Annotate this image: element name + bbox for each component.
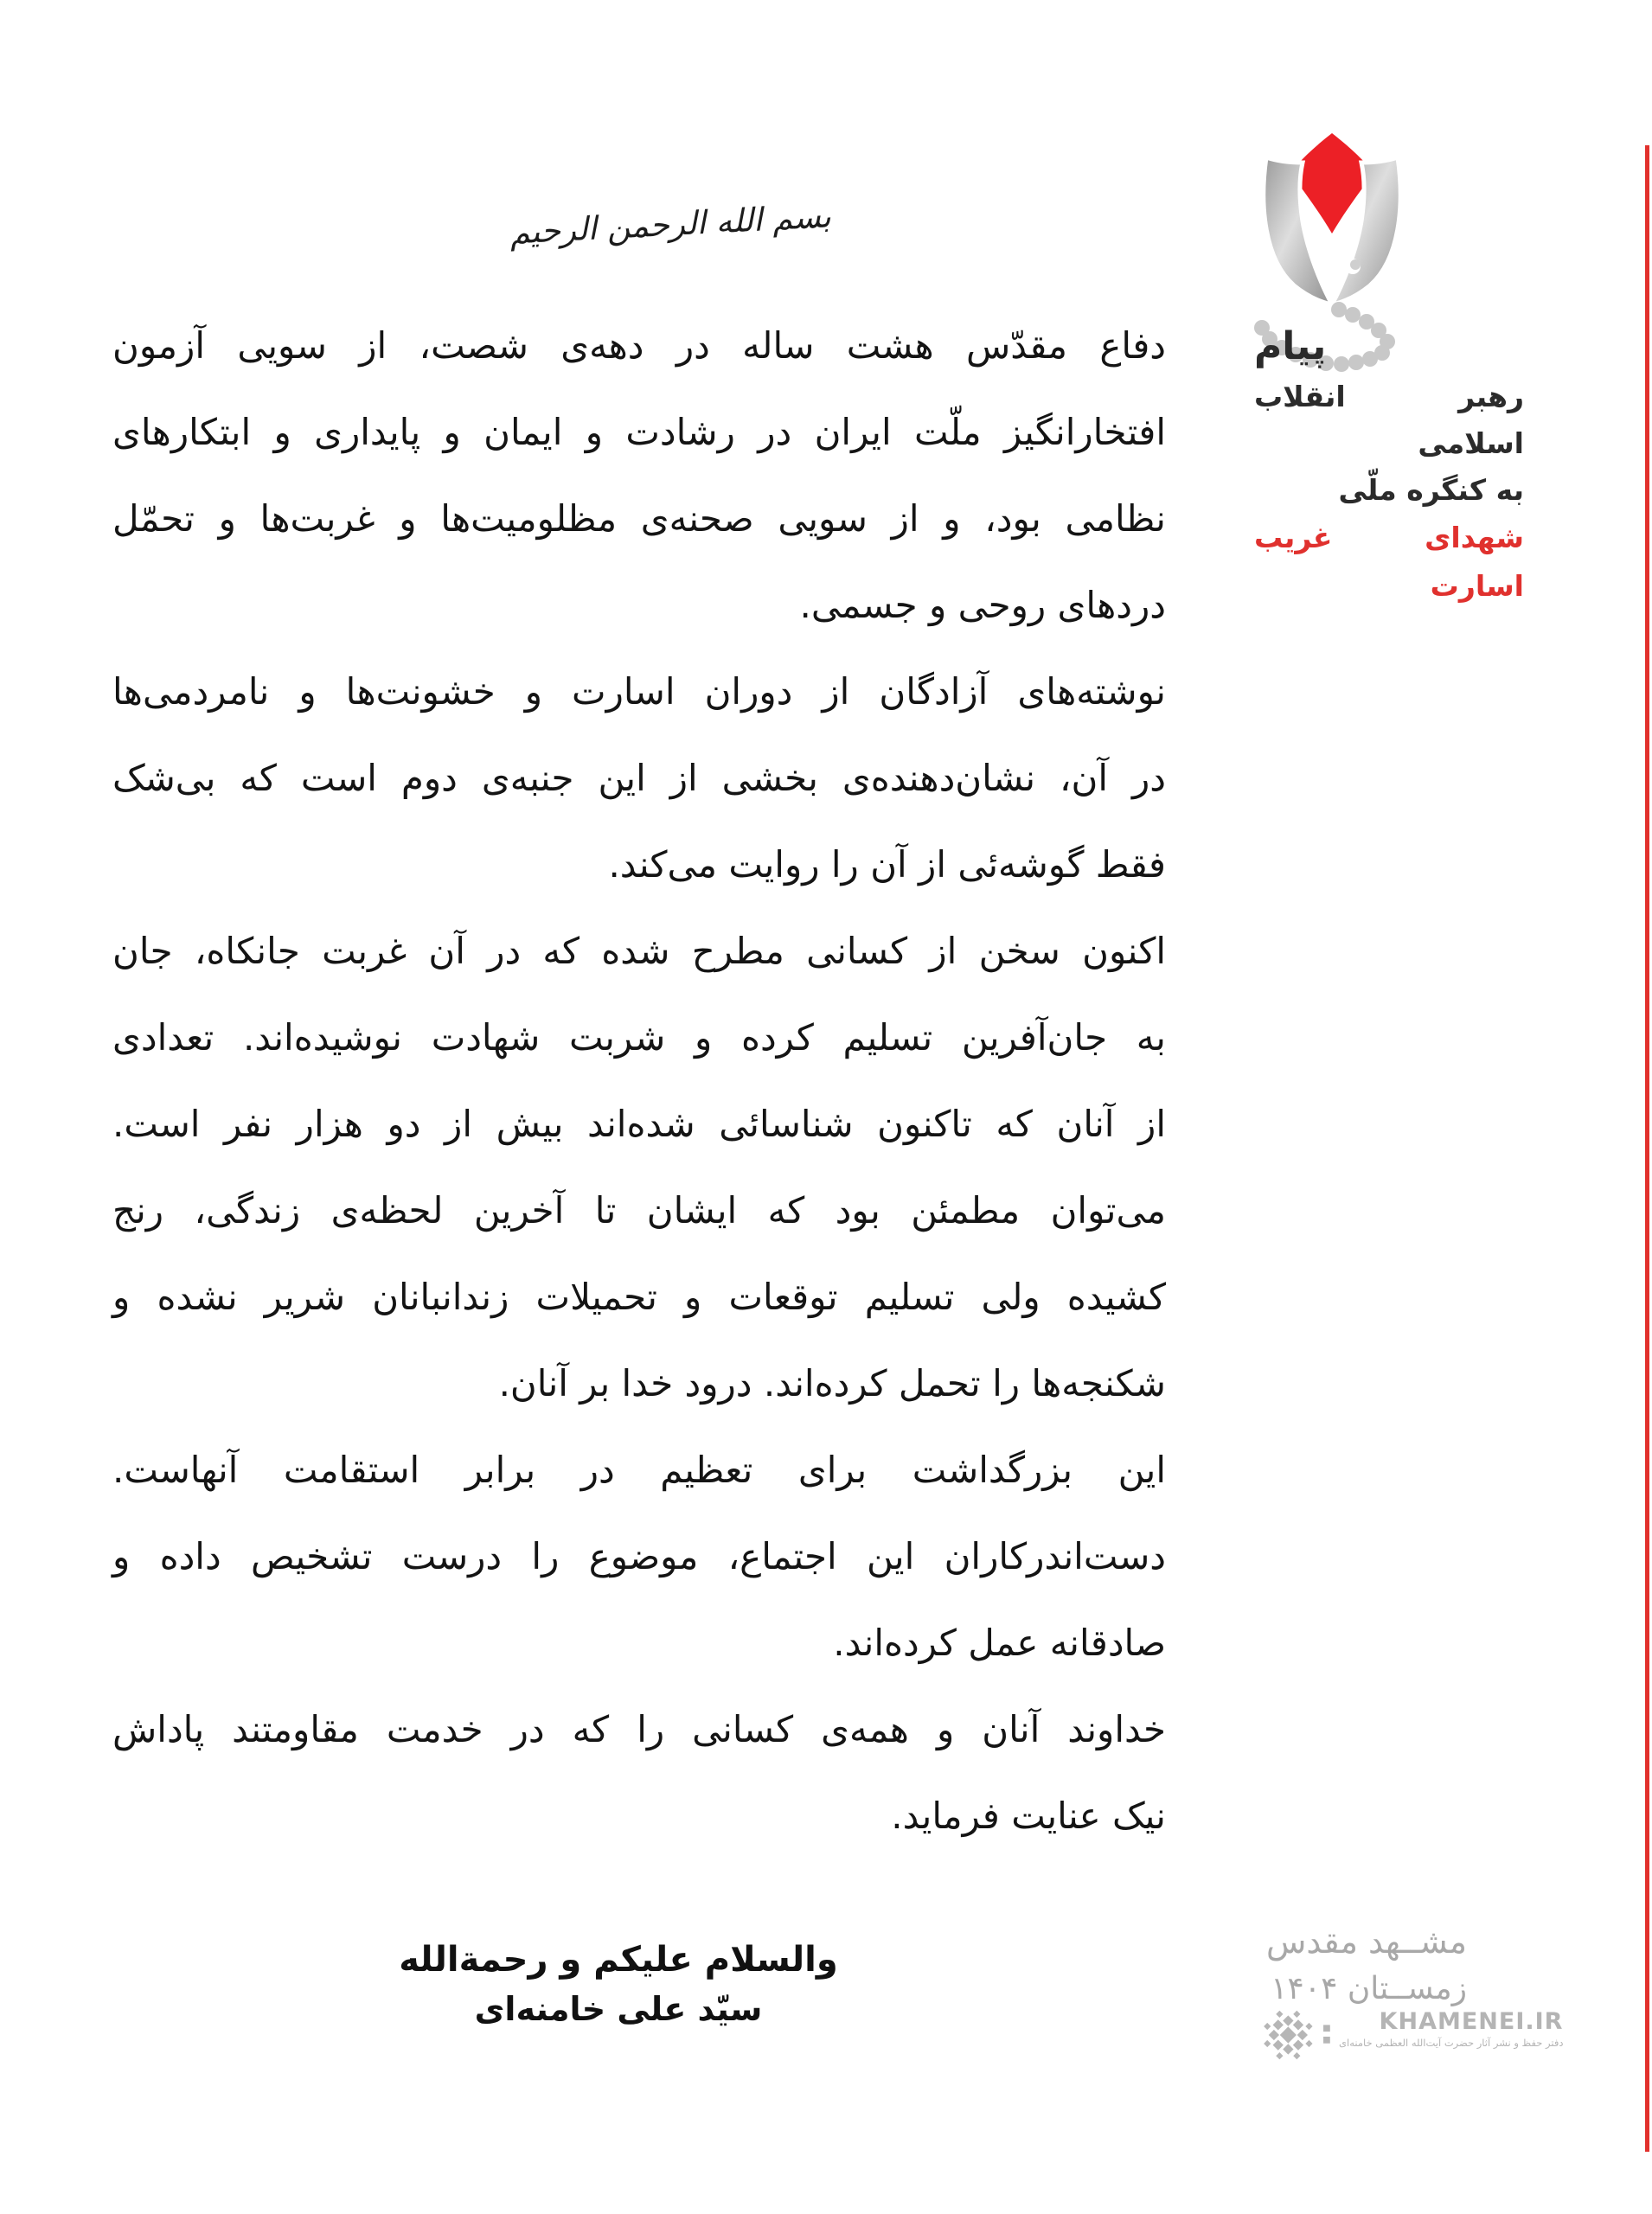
body-line: افتخارانگیز ملّت ایران در رشادت و ایمان و پایداری و ابتکارهای <box>112 411 1166 453</box>
body-line: این بزرگداشت برای تعظیم در برابر استقامت آنهاست. <box>112 1449 1166 1491</box>
crescent-icon <box>1345 259 1361 274</box>
brand-text-column <box>1339 2008 1563 2049</box>
body-line: خداوند آنان و همه‌ی کسانی را که در خدمت مقاومتند پاداش <box>112 1708 1166 1750</box>
body-line: کشیده ولی تسلیم توقعات و تحمیلات زندانبانان شریر نشده و <box>112 1276 1166 1318</box>
masthead-title: پیام <box>1254 324 1327 368</box>
body-line: در آن، نشان‌دهنده‌ی بخشی از این جنبه‌ی دوم است که بی‌شک <box>112 757 1166 799</box>
footer-place: مشــهد مقدس <box>1266 1923 1467 1961</box>
body-line: می‌توان مطمئن بود که ایشان تا آخرین لحظه‌ی زندگی، رنج <box>112 1189 1166 1232</box>
body-line: صادقانه عمل کرده‌اند. <box>833 1622 1166 1664</box>
masthead-line-congress: به کنگره ملّی <box>1338 473 1524 507</box>
signature-salutation: والسلام علیکم و رحمةالله <box>399 1940 838 1980</box>
body-line: نظامی بود، و از سویی صحنه‌ی مظلومیت‌ها و غربت‌ها و تحمّل <box>112 497 1166 540</box>
signature-name: سیّد علی خامنه‌ای <box>474 1990 763 2028</box>
body-line: دفاع مقدّس هشت ساله در دهه‌ی شصت، از سویی آزمون <box>112 324 1166 367</box>
body-line: به جان‌آفرین تسلیم کرده و شربت شهادت نوشیده‌اند. تعدادی <box>112 1016 1166 1059</box>
body-line: نوشته‌های آزادگان از دوران اسارت و خشونت‌ها و نامردمی‌ها <box>112 670 1166 713</box>
body-line: نیک عنایت فرماید. <box>891 1795 1166 1837</box>
body-line: شکنجه‌ها را تحمل کرده‌اند. درود خدا بر آنان. <box>498 1362 1166 1405</box>
letter-body <box>112 303 1166 1859</box>
brand-wordmark: KHAMENEI.IR <box>1379 2008 1564 2035</box>
body-line: فقط گوشه‌ئی از آن را روایت می‌کند. <box>608 843 1166 886</box>
khamenei-ir-logo-icon <box>1261 2008 1334 2062</box>
khamenei-ir-brand <box>1261 2008 1563 2062</box>
body-line: از آنان که تاکنون شناسائی شده‌اند بیش از دو هزار نفر است. <box>112 1103 1166 1145</box>
body-line: دست‌اندرکاران این اجتماع، موضوع را درست تشخیص داده و <box>112 1535 1166 1577</box>
body-line: اکنون سخن از کسانی مطرح شده که در آن غربت جانکاه، جان <box>112 930 1166 972</box>
footer-date: زمســتان ۱۴۰۴ <box>1271 1971 1467 2006</box>
masthead <box>1254 320 1524 611</box>
masthead-line-leader: رهبر انقلاب اسلامی <box>1254 380 1524 460</box>
masthead-line-martyrs-red: شهدای غریب اسارت <box>1254 521 1524 603</box>
right-margin-red-rule <box>1645 145 1649 2152</box>
signature-block <box>359 1936 878 2034</box>
body-line: دردهای روحی و جسمی. <box>799 584 1166 626</box>
brand-subtext: دفتر حفظ و نشر آثار حضرت آیت‌الله العظمی خامنه‌ای <box>1339 2037 1564 2049</box>
bismillah-calligraphy: بسم الله الرحمن الرحیم <box>509 197 832 252</box>
